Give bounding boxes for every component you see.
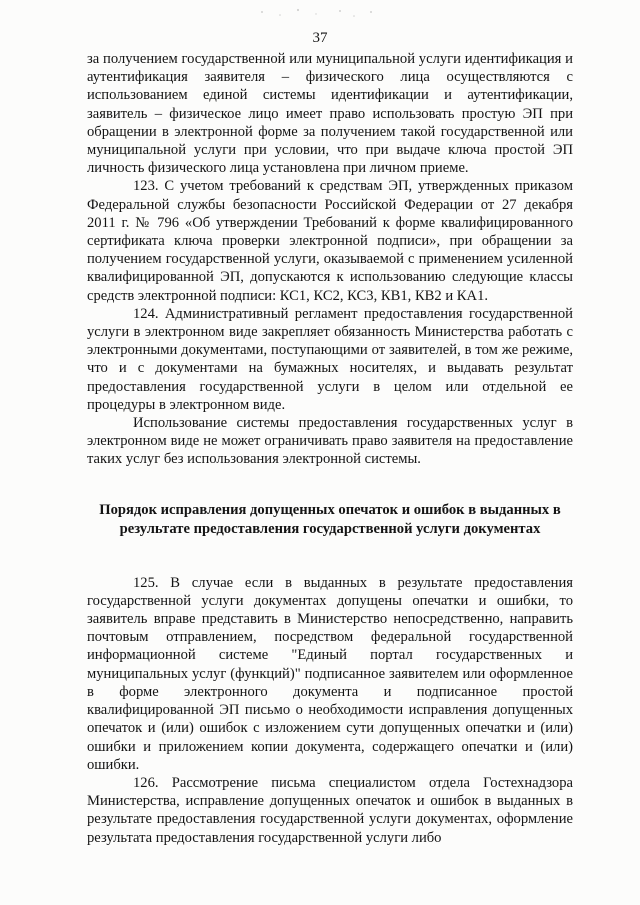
paragraph-123: 123. С учетом требований к средствам ЭП, утвержденных приказом Федеральной службы безопасности Российской Федерации от 27 декабря 2011 г. № 796 «Об утверждении Требований к форме квалифицированного сертификата ключа проверки электронной подписи», при обращении за получением государственной услуги, оказываемой с применением усиленной квалифицированной ЭП, допускаются к использованию следующие классы средств электронной подписи: КС1, КС2, КС3, КВ1, КВ2 и КА1. <box>87 178 573 304</box>
section-heading: Порядок исправления допущенных опечаток и ошибок в выданных в результате предоставления государственной услуги документах <box>99 501 561 537</box>
paragraph-continuation: за получением государственной или муниципальной услуги идентификация и аутентификация заявителя – физического лица осуществляются с использованием единой системы идентификации и аутентификации, заявитель – физическое лицо имеет право использовать простую ЭП при обращении в электронной форме за получением такой государственной или муниципальной услуги при условии, что при выдаче ключа простой ЭП личность физического лица установлена при личном приеме. <box>87 51 573 177</box>
scan-noise-decoration <box>250 6 390 20</box>
document-body <box>87 50 573 847</box>
paragraph-126: 126. Рассмотрение письма специалистом отдела Гостехнадзора Министерства, исправление допущенных опечаток и ошибок в выданных в результате предоставления государственной услуги документах, оформление результата предоставления государственной услуги либо <box>87 774 573 846</box>
page-number: 37 <box>312 30 328 46</box>
paragraph-124: 124. Административный регламент предоставления государственной услуги в электронном виде закрепляет обязанность Министерства работать с электронными документами, поступающими от заявителей, в том же режиме, что и с документами на бумажных носителях, и выдавать результат предоставления государственной услуги в целом или отдельной ее процедуры в электронном виде. <box>87 305 573 413</box>
paragraph-124-continued: Использование системы предоставления государственных услуг в электронном виде не может ограничивать право заявителя на предоставление таких услуг без использования электронной системы. <box>87 415 573 468</box>
paragraph-125: 125. В случае если в выданных в результате предоставления государственной услуги документах допущены опечатки и ошибки, то заявитель вправе представить в Министерство непосредственно, направить почтовым отправлением, посредством федеральной государственной информационной системе "Единый портал государственных и муниципальных услуг (функций)" подписанное заявителем или оформленное в форме электронного документа и подписанное простой квалифицированной ЭП письмо о необходимости исправления допущенных опечаток и (или) ошибок с изложением сути допущенных опечатки и (или) ошибки и приложением копии документа, содержащего опечатки и (или) ошибки. <box>87 574 573 773</box>
